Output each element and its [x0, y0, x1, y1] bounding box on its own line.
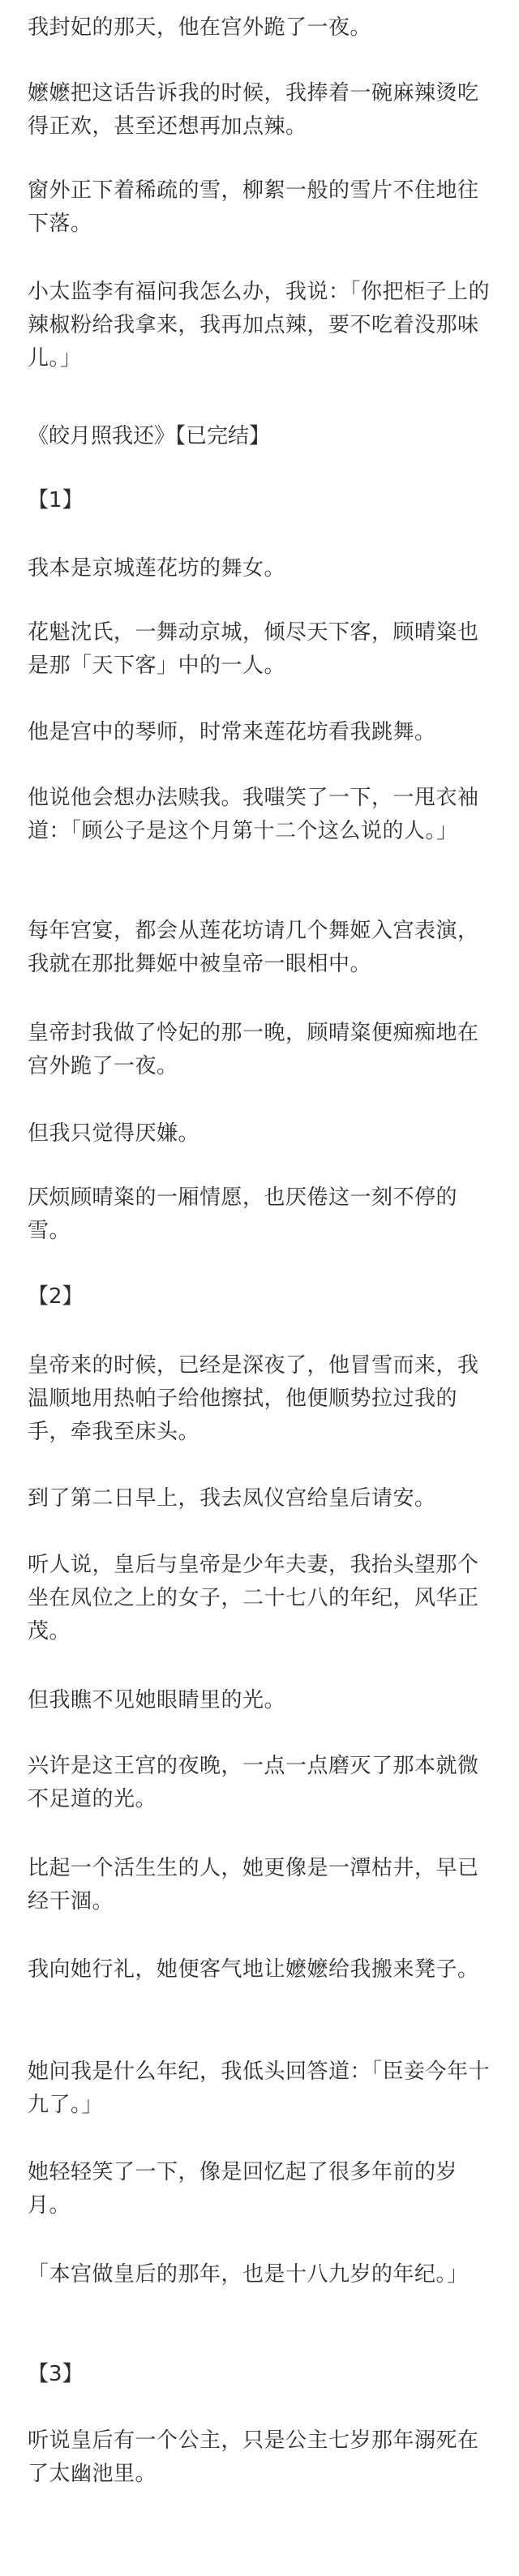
paragraph-1: 我封妃的那天，他在宫外跪了一夜。 [28, 15, 372, 40]
paragraph-20: 她问我是什么年纪，我低头回答道：「臣妾今年十九了。」 [28, 2060, 491, 2117]
paragraph-6: 花魁沈氏，一舞动京城，倾尽天下客，顾晴粢也是那「天下客」中的一人。 [28, 620, 479, 678]
paragraph-9: 每年宫宴，都会从莲花坊请几个舞姬入宫表演，我就在那批舞姬中被皇帝一眼相中。 [28, 919, 479, 976]
paragraph-3: 窗外正下着稀疏的雪，柳絮一般的雪片不住地往下落。 [28, 178, 479, 236]
paragraph-23: 听说皇后有一个公主，只是公主七岁那年溺死在了太幽池里。 [28, 2428, 479, 2486]
story-title: 《皎月照我还》【已完结】 [28, 424, 271, 448]
paragraph-8: 他说他会想办法赎我。我嗤笑了一下，一甩衣袖道：「顾公子是这个月第十二个这么说的人。」 [28, 786, 479, 843]
paragraph-10: 皇帝封我做了怜妃的那一晚，顾晴粢便痴痴地在宫外跪了一夜。 [28, 1021, 479, 1078]
paragraph-13: 皇帝来的时候，已经是深夜了，他冒雪而来，我温顺地用热帕子给他擦拭，他便顺势拉过我的手，牵我至床头。 [28, 1353, 479, 1444]
paragraph-16: 但我瞧不见她眼睛里的光。 [28, 1688, 286, 1712]
paragraph-5: 我本是京城莲花坊的舞女。 [28, 556, 286, 581]
section-heading-3: 【3】 [28, 2362, 84, 2386]
paragraph-2: 嬷嬷把这话告诉我的时候，我捧着一碗麻辣烫吃得正欢，甚至还想再加点辣。 [28, 81, 479, 139]
section-heading-2: 【2】 [28, 1284, 84, 1309]
paragraph-4: 小太监李有福问我怎么办，我说：「你把柜子上的辣椒粉给我拿来，我再加点辣，要不吃着没那味儿。」 [28, 280, 491, 371]
paragraph-15: 听人说，皇后与皇帝是少年夫妻，我抬头望那个坐在凤位之上的女子，二十七八的年纪，风华正茂。 [28, 1553, 479, 1644]
paragraph-22: 「本宫做皇后的那年，也是十八九岁的年纪。」 [28, 2262, 469, 2287]
paragraph-12: 厌烦顾晴粢的一厢情愿，也厌倦这一刻不停的雪。 [28, 1185, 458, 1243]
paragraph-21: 她轻轻笑了一下，像是回忆起了很多年前的岁月。 [28, 2160, 458, 2218]
section-heading-1: 【1】 [28, 488, 84, 512]
paragraph-17: 兴许是这王宫的夜晚，一点一点磨灭了那本就微不足道的光。 [28, 1754, 479, 1811]
paragraph-11: 但我只觉得厌嫌。 [28, 1121, 200, 1146]
paragraph-7: 他是宫中的琴师，时常来莲花坊看我跳舞。 [28, 720, 436, 744]
paragraph-19: 我向她行礼，她便客气地让嬷嬷给我搬来凳子。 [28, 1957, 479, 1982]
paragraph-18: 比起一个活生生的人，她更像是一潭枯井，早已经干涸。 [28, 1856, 479, 1914]
paragraph-14: 到了第二日早上，我去凤仪宫给皇后请安。 [28, 1486, 436, 1511]
